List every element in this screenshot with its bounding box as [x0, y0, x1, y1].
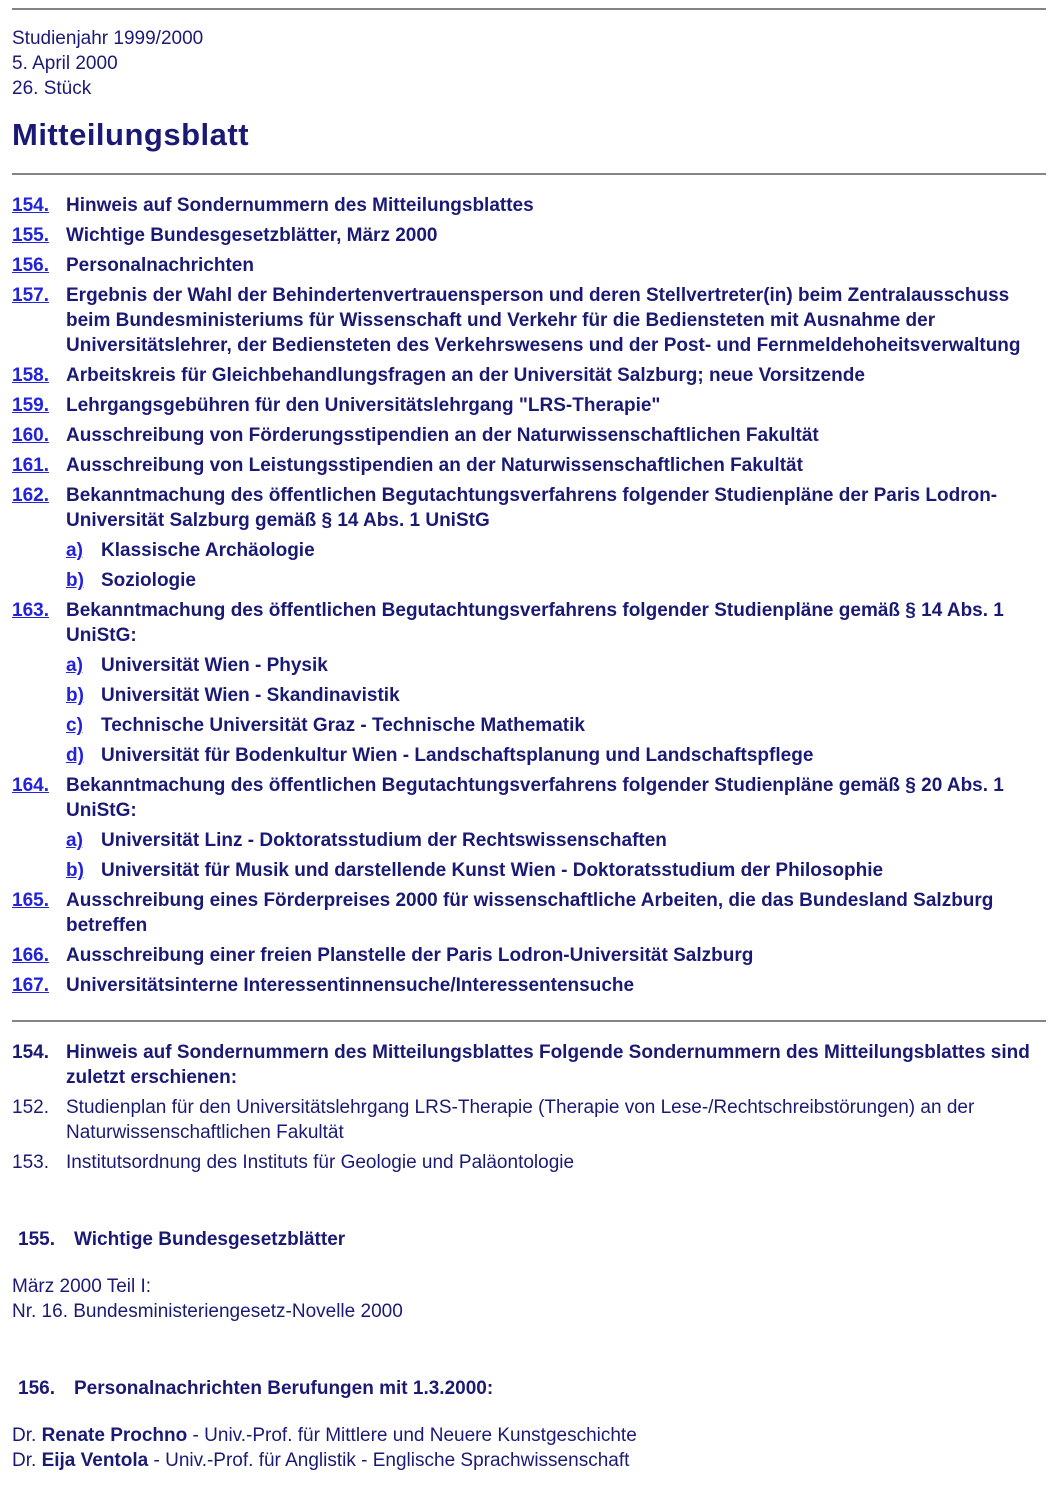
toc-num-cell — [12, 423, 66, 448]
section-heading-text: Wichtige Bundesgesetzblätter — [74, 1229, 346, 1250]
toc-num-cell — [12, 483, 66, 533]
toc-link-160[interactable]: 160. — [12, 425, 49, 446]
toc-num-cell — [12, 773, 66, 823]
toc-link-155[interactable]: 155. — [12, 225, 49, 246]
toc-entry-156 — [12, 253, 1046, 278]
toc-entry-154 — [12, 193, 1046, 218]
entry-number: 152. — [12, 1097, 49, 1118]
toc-entry-text: Ausschreibung eines Förderpreises 2000 für wissenschaftliche Arbeiten, die das Bundesland Salzburg betreffen — [66, 890, 994, 936]
toc-entry-text: Universität für Bodenkultur Wien - Landschaftsplanung und Landschaftspflege — [101, 745, 814, 766]
toc-entry-text: Technische Universität Graz - Technische Mathematik — [101, 715, 585, 736]
masthead-stueck: 26. Stück — [12, 78, 92, 99]
toc-entry-text: Wichtige Bundesgesetzblätter, März 2000 — [66, 225, 438, 246]
toc-num-cell — [66, 653, 101, 678]
toc-entry-text: Universitätsinterne Interessentinnensuche/Interessentensuche — [66, 975, 635, 996]
toc-num-cell — [66, 713, 101, 738]
toc-entry-161 — [12, 453, 1046, 478]
toc-entry-text: Ergebnis der Wahl der Behindertenvertrauensperson und deren Stellvertreter(in) beim Zentralausschuss beim Bundesministeriums für Wissenschaft und Verkehr für die Bediensteten mit Ausnahme der Universitätslehrer, der Bediensteten des Verkehrswesens und der Post- und Fernmeldehoheitsverwaltung — [66, 285, 1021, 356]
toc-num-cell — [66, 683, 101, 708]
toc-link-162a[interactable]: a) — [66, 540, 83, 561]
section-number: 154. — [12, 1042, 49, 1063]
toc-link-164[interactable]: 164. — [12, 775, 49, 796]
masthead-studienjahr: Studienjahr 1999/2000 — [12, 28, 204, 49]
person-description: - Univ.-Prof. für Mittlere und Neuere Kunstgeschichte — [192, 1425, 637, 1446]
toc-num-cell — [66, 828, 101, 853]
toc-link-163c[interactable]: c) — [66, 715, 83, 736]
toc-entry-text: Arbeitskreis für Gleichbehandlungsfragen an der Universität Salzburg; neue Vorsitzende — [66, 365, 865, 386]
toc-entry-163a — [66, 653, 1046, 678]
person-name: Eija Ventola — [41, 1450, 149, 1471]
toc-entry-text: Hinweis auf Sondernummern des Mitteilungsblattes — [66, 195, 534, 216]
person-prefix: Dr. — [12, 1450, 37, 1471]
toc-entry-text: Bekanntmachung des öffentlichen Begutachtungsverfahrens folgender Studienpläne gemäß § 20 Abs. 1 UniStG: — [66, 775, 1004, 821]
table-of-contents — [12, 193, 1046, 998]
toc-entry-163b — [66, 683, 1046, 708]
toc-entry-160 — [12, 423, 1046, 448]
masthead-date: 5. April 2000 — [12, 53, 118, 74]
personalnachrichten-body — [12, 1423, 1046, 1473]
toc-link-166[interactable]: 166. — [12, 945, 49, 966]
toc-link-163d[interactable]: d) — [66, 745, 84, 766]
toc-link-163a[interactable]: a) — [66, 655, 83, 676]
toc-entry-162a — [66, 538, 1046, 563]
section-154 — [12, 1040, 1046, 1175]
toc-num-cell — [12, 393, 66, 418]
toc-link-162b[interactable]: b) — [66, 570, 84, 591]
sondernummer-entry-153 — [12, 1150, 1046, 1175]
toc-entry-text: Ausschreibung von Leistungsstipendien an der Naturwissenschaftlichen Fakultät — [66, 455, 803, 476]
toc-num-cell — [66, 743, 101, 768]
person-line — [12, 1423, 1046, 1448]
toc-num-cell — [66, 858, 101, 883]
toc-num-cell — [12, 973, 66, 998]
toc-entry-162b — [66, 568, 1046, 593]
toc-link-156[interactable]: 156. — [12, 255, 49, 276]
toc-entry-text: Universität Wien - Skandinavistik — [101, 685, 400, 706]
person-prefix: Dr. — [12, 1425, 37, 1446]
toc-entry-text: Bekanntmachung des öffentlichen Begutachtungsverfahrens folgender Studienpläne gemäß § 14 Abs. 1 UniStG: — [66, 600, 1004, 646]
section-156-heading — [12, 1376, 1046, 1401]
toc-link-164a[interactable]: a) — [66, 830, 83, 851]
toc-num-cell — [12, 453, 66, 478]
toc-entry-163 — [12, 598, 1046, 648]
toc-num-cell — [12, 888, 66, 938]
toc-entry-159 — [12, 393, 1046, 418]
toc-entry-166 — [12, 943, 1046, 968]
toc-entry-164b — [66, 858, 1046, 883]
toc-link-163[interactable]: 163. — [12, 600, 49, 621]
section-155-heading — [12, 1227, 1046, 1252]
toc-entry-164 — [12, 773, 1046, 823]
toc-num-cell — [12, 253, 66, 278]
toc-entry-158 — [12, 363, 1046, 388]
toc-link-162[interactable]: 162. — [12, 485, 49, 506]
toc-entry-text: Soziologie — [101, 570, 196, 591]
title-rule — [12, 173, 1046, 175]
entry-text: Institutsordnung des Instituts für Geologie und Paläontologie — [66, 1152, 575, 1173]
toc-entry-text: Ausschreibung von Förderungsstipendien an der Naturwissenschaftlichen Fakultät — [66, 425, 819, 446]
toc-link-164b[interactable]: b) — [66, 860, 84, 881]
person-description: - Univ.-Prof. für Anglistik - Englische Sprachwissenschaft — [153, 1450, 630, 1471]
toc-num-cell — [66, 568, 101, 593]
section-156 — [12, 1376, 1046, 1473]
toc-entry-text: Universität für Musik und darstellende Kunst Wien - Doktoratsstudium der Philosophie — [101, 860, 884, 881]
toc-num-cell — [12, 598, 66, 648]
entry-text: Studienplan für den Universitätslehrgang LRS-Therapie (Therapie von Lese-/Rechtschreibstörungen) an der Naturwissenschaftlichen Fakultät — [66, 1097, 975, 1143]
toc-entry-text: Universität Wien - Physik — [101, 655, 328, 676]
toc-entry-text: Lehrgangsgebühren für den Universitätslehrgang "LRS-Therapie" — [66, 395, 661, 416]
section-number: 155. — [18, 1229, 55, 1250]
toc-entry-163c — [66, 713, 1046, 738]
section-155 — [12, 1227, 1046, 1324]
toc-link-161[interactable]: 161. — [12, 455, 49, 476]
toc-link-165[interactable]: 165. — [12, 890, 49, 911]
page-title: Mitteilungsblatt — [12, 117, 250, 152]
top-rule — [12, 8, 1046, 10]
toc-entry-155 — [12, 223, 1046, 248]
entry-number: 153. — [12, 1152, 49, 1173]
section-number: 156. — [18, 1378, 55, 1399]
toc-num-cell — [12, 193, 66, 218]
person-name: Renate Prochno — [41, 1425, 188, 1446]
toc-link-167[interactable]: 167. — [12, 975, 49, 996]
toc-entry-text: Personalnachrichten — [66, 255, 254, 276]
toc-entry-text: Bekanntmachung des öffentlichen Begutachtungsverfahrens folgender Studienpläne der Paris Lodron-Universität Salzburg gemäß § 14 Abs. 1 UniStG — [66, 485, 998, 531]
toc-link-159[interactable]: 159. — [12, 395, 49, 416]
section-heading-text: Hinweis auf Sondernummern des Mitteilungsblattes Folgende Sondernummern des Mitteilungsblattes sind zuletzt erschienen: — [66, 1042, 1030, 1088]
toc-link-157[interactable]: 157. — [12, 285, 49, 306]
toc-entry-165 — [12, 888, 1046, 938]
toc-entry-text: Ausschreibung einer freien Planstelle der Paris Lodron-Universität Salzburg — [66, 945, 754, 966]
section-154-heading — [12, 1040, 1046, 1090]
toc-entry-167 — [12, 973, 1046, 998]
toc-num-cell — [12, 363, 66, 388]
toc-num-cell — [66, 538, 101, 563]
body-line: März 2000 Teil I: — [12, 1276, 152, 1297]
toc-entry-text: Klassische Archäologie — [101, 540, 315, 561]
toc-entry-163d — [66, 743, 1046, 768]
person-line — [12, 1448, 1046, 1473]
toc-entry-157 — [12, 283, 1046, 358]
body-line: Nr. 16. Bundesministeriengesetz-Novelle 2000 — [12, 1301, 403, 1322]
sondernummer-entry-152 — [12, 1095, 1046, 1145]
toc-entry-162 — [12, 483, 1046, 533]
toc-num-cell — [12, 943, 66, 968]
toc-entry-text: Universität Linz - Doktoratsstudium der Rechtswissenschaften — [101, 830, 667, 851]
toc-link-154[interactable]: 154. — [12, 195, 49, 216]
toc-num-cell — [12, 283, 66, 358]
toc-link-163b[interactable]: b) — [66, 685, 84, 706]
bundesgesetzblaetter-body — [12, 1274, 1046, 1324]
toc-entry-164a — [66, 828, 1046, 853]
toc-bottom-rule — [12, 1020, 1046, 1022]
section-heading-text: Personalnachrichten Berufungen mit 1.3.2000: — [74, 1378, 494, 1399]
toc-num-cell — [12, 223, 66, 248]
toc-link-158[interactable]: 158. — [12, 365, 49, 386]
masthead — [12, 26, 1046, 101]
